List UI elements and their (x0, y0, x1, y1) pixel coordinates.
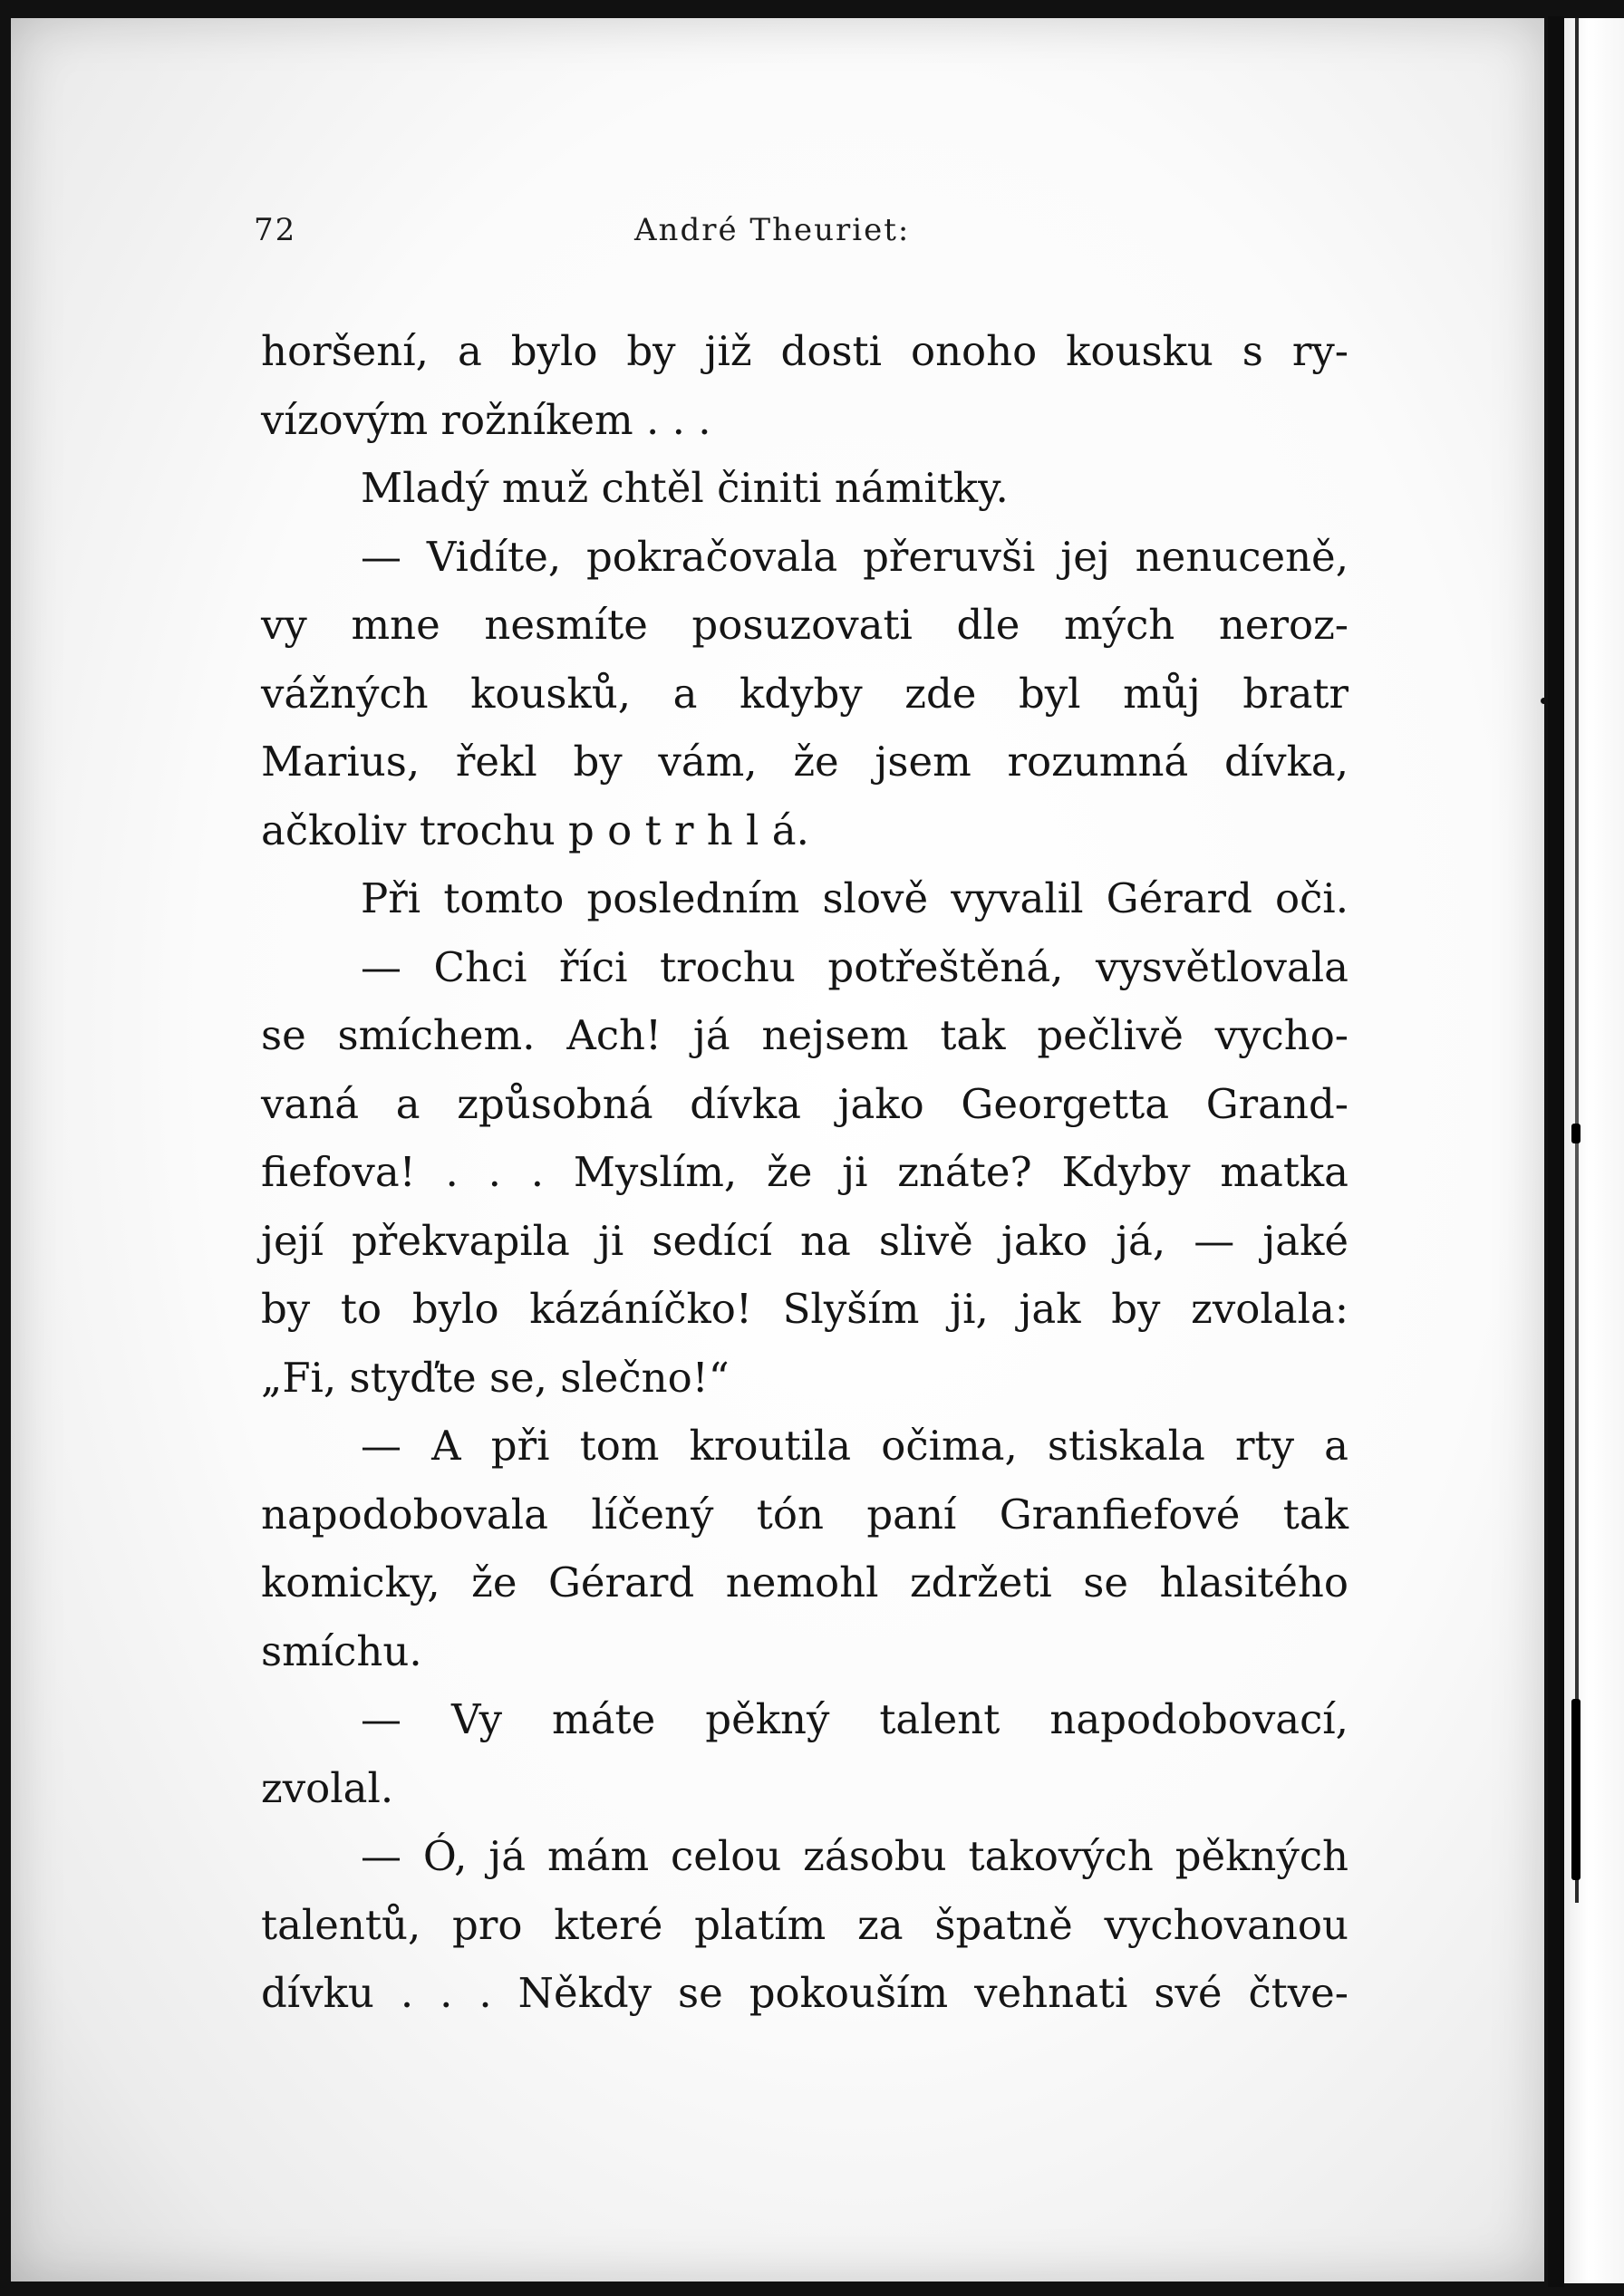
running-head: André Theuriet: (634, 212, 911, 248)
text-line: její překvapila ji sedící na slivě jako já, — jaké (261, 1216, 1348, 1265)
text-line: vaná a způsobná dívka jako Georgetta Grand- (261, 1079, 1348, 1128)
facing-page-gutter-line (1575, 18, 1579, 1903)
text-line: smíchu. (261, 1626, 422, 1675)
text-line: talentů, pro které platím za špatně vychovanou (261, 1900, 1348, 1949)
gutter-mark (1571, 1124, 1580, 1143)
text-line: — Vy máte pěkný talent napodobovací, (361, 1695, 1348, 1743)
text-line: fiefova! . . . Myslím, že ji znáte? Kdyby matka (261, 1148, 1348, 1196)
page-number: 72 (254, 212, 297, 248)
text-line: komicky, že Gérard nemohl zdržeti se hlasitého (261, 1558, 1348, 1606)
text-line: — Chci říci trochu potřeštěná, vysvětlovala (361, 942, 1348, 991)
gutter-mark (1571, 1699, 1580, 1880)
text-line: zvolal. (261, 1763, 394, 1812)
text-line: vy mne nesmíte posuzovati dle mých neroz- (261, 601, 1348, 649)
text-line: vízovým rožníkem . . . (261, 395, 711, 444)
text-line: Při tomto posledním slově vyvalil Gérard oči. (361, 874, 1348, 922)
text-line: ačkoliv trochu p o t r h l á. (261, 806, 809, 854)
ink-speck (1541, 698, 1547, 704)
body-text (261, 317, 1348, 2028)
text-line: napodobovala líčený tón paní Granfiefové tak (261, 1490, 1348, 1539)
text-line: — A při tom kroutila očima, stiskala rty a (361, 1422, 1348, 1470)
text-line: dívku . . . Někdy se pokouším vehnati své čtve- (261, 1969, 1348, 2017)
text-line: horšení, a bylo by již dosti onoho kousku s ry- (261, 327, 1348, 375)
text-line: Mladý muž chtěl činiti námitky. (361, 464, 1009, 512)
page-header (254, 205, 1359, 259)
text-line: by to bylo kázáníčko! Slyším ji, jak by zvolala: (261, 1285, 1348, 1333)
page-edge-shadow (1548, 16, 1564, 2287)
text-line: se smíchem. Ach! já nejsem tak pečlivě vycho- (261, 1011, 1348, 1059)
text-line: vážných kousků, a kdyby zde byl můj bratr (261, 669, 1348, 718)
text-line: — Vidíte, pokračovala přeruvši jej nenuceně, (361, 532, 1348, 581)
facing-page-edge (1564, 18, 1624, 2283)
text-line: „Fi, styďte se, slečno!“ (261, 1353, 730, 1402)
text-line: — Ó, já mám celou zásobu takových pěkných (361, 1832, 1348, 1880)
text-line: Marius, řekl by vám, že jsem rozumná dívka, (261, 738, 1348, 786)
